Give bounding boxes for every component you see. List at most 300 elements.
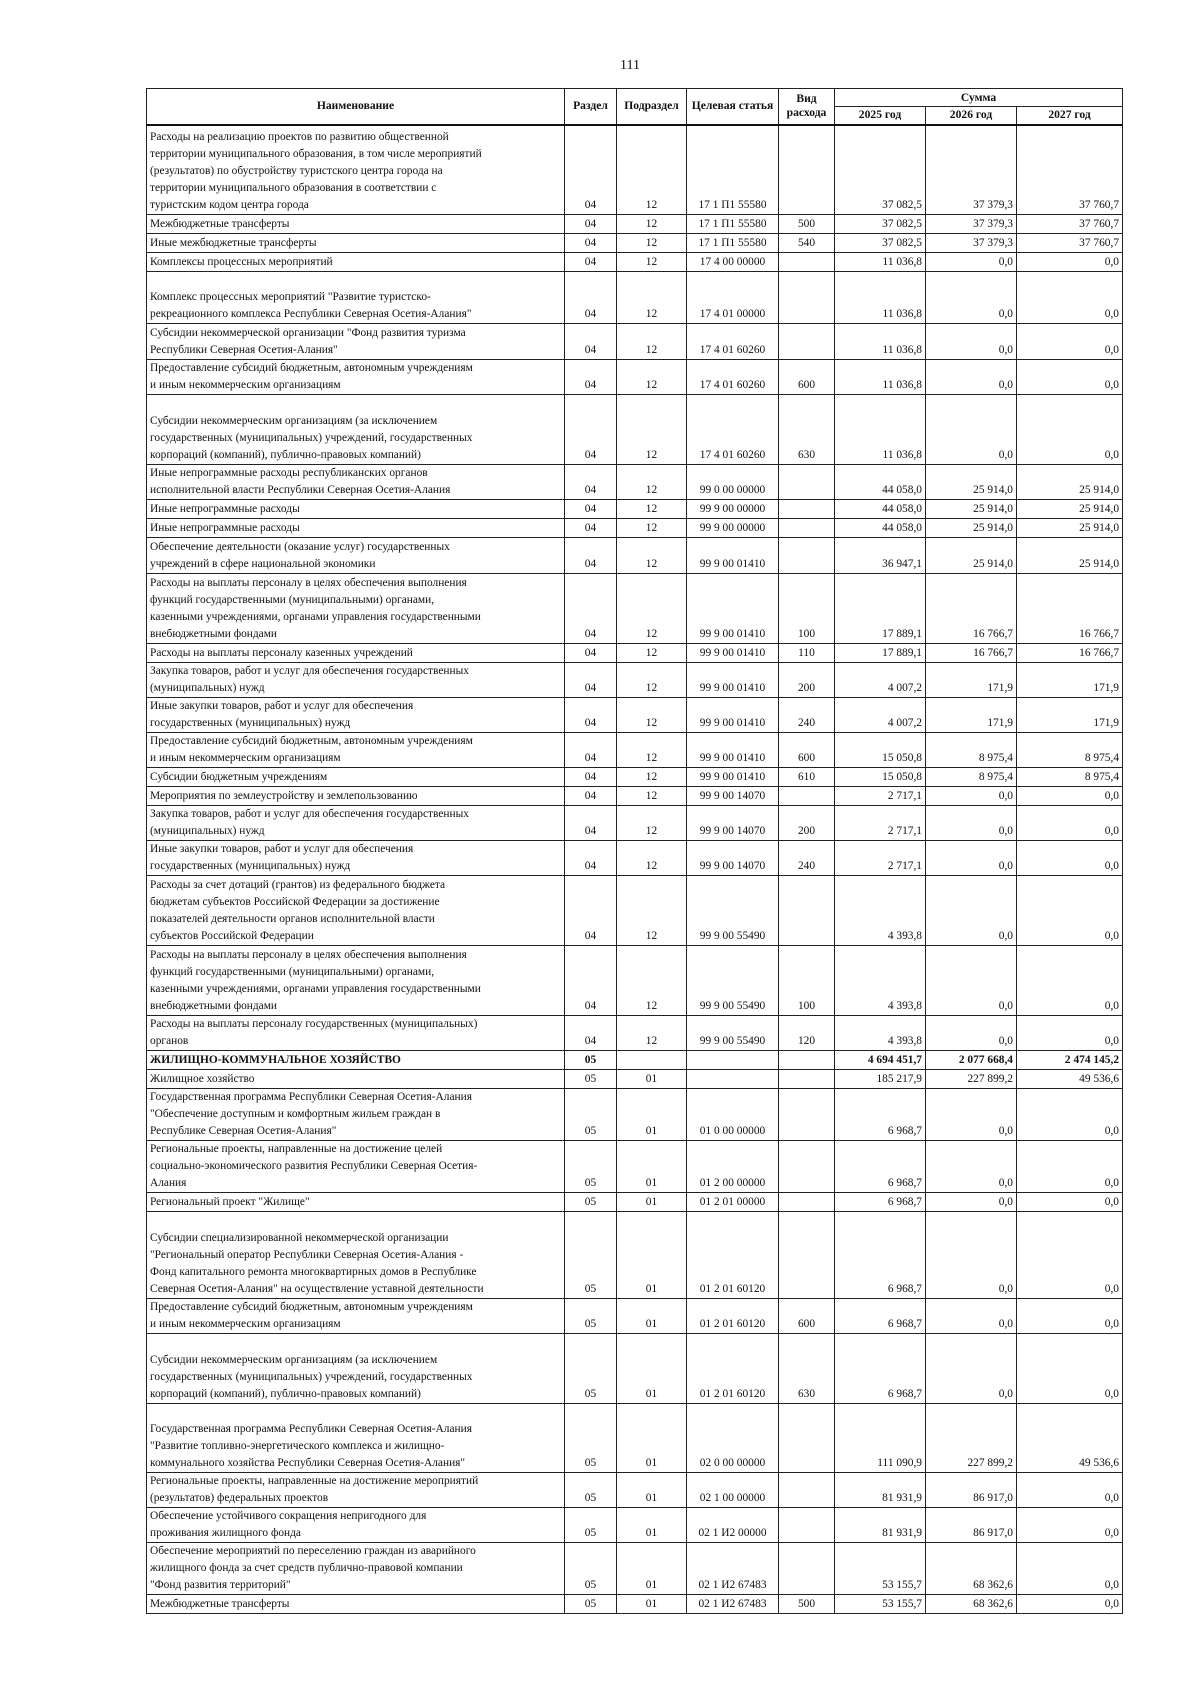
row-sum-2025: 111 090,9 [835, 1404, 926, 1473]
row-expense-type [779, 787, 835, 806]
row-subsection: 12 [617, 663, 687, 698]
row-sum-2027: 0,0 [1017, 272, 1123, 324]
table-row [147, 806, 1123, 841]
row-name: Расходы на выплаты персоналу в целях обеспечения выполнения функций государственными (муниципальными) органами, казенными учреждениями, органами управления государственными внебюджетными фондами [147, 946, 565, 1016]
row-name: Предоставление субсидий бюджетным, автономным учреждениям и иным некоммерческим организациям [147, 1299, 565, 1334]
table-row [147, 395, 1123, 465]
row-sum-2026: 0,0 [926, 1141, 1017, 1193]
row-name: Предоставление субсидий бюджетным, автономным учреждениям и иным некоммерческим организациям [147, 360, 565, 395]
row-target-article: 99 9 00 00000 [687, 500, 779, 519]
row-sum-2026: 0,0 [926, 253, 1017, 272]
row-name: Закупка товаров, работ и услуг для обеспечения государственных (муниципальных) нужд [147, 663, 565, 698]
row-section: 05 [565, 1212, 617, 1299]
row-name: Региональные проекты, направленные на достижение мероприятий (результатов) федеральных проектов [147, 1473, 565, 1508]
row-subsection: 12 [617, 1016, 687, 1051]
table-row [147, 1334, 1123, 1404]
row-sum-2027: 49 536,6 [1017, 1404, 1123, 1473]
row-section: 05 [565, 1089, 617, 1141]
row-sum-2025: 17 889,1 [835, 644, 926, 663]
row-sum-2027: 171,9 [1017, 663, 1123, 698]
table-header [147, 89, 1123, 125]
row-sum-2025: 6 968,7 [835, 1212, 926, 1299]
row-subsection: 01 [617, 1193, 687, 1212]
row-sum-2027: 25 914,0 [1017, 519, 1123, 538]
table-row [147, 733, 1123, 768]
row-subsection: 12 [617, 519, 687, 538]
row-name: Жилищное хозяйство [147, 1070, 565, 1089]
row-expense-type: 120 [779, 1016, 835, 1051]
row-target-article: 99 9 00 55490 [687, 946, 779, 1016]
table-row [147, 1212, 1123, 1299]
table-row [147, 253, 1123, 272]
row-expense-type [779, 876, 835, 946]
row-name: Расходы на выплаты персоналу государственных (муниципальных) органов [147, 1016, 565, 1051]
table-row [147, 125, 1123, 215]
header-year-2025: 2025 год [835, 107, 926, 125]
row-sum-2026: 8 975,4 [926, 768, 1017, 787]
row-name: Межбюджетные трансферты [147, 215, 565, 234]
table-row [147, 360, 1123, 395]
row-target-article: 99 9 00 14070 [687, 841, 779, 876]
row-sum-2027: 16 766,7 [1017, 644, 1123, 663]
table-row [147, 215, 1123, 234]
header-year-2027: 2027 год [1017, 107, 1123, 125]
row-sum-2027: 0,0 [1017, 1141, 1123, 1193]
row-target-article: 99 9 00 55490 [687, 1016, 779, 1051]
row-subsection: 12 [617, 500, 687, 519]
row-sum-2027: 37 760,7 [1017, 215, 1123, 234]
row-target-article: 99 9 00 01410 [687, 733, 779, 768]
row-subsection: 01 [617, 1334, 687, 1404]
row-section: 04 [565, 253, 617, 272]
table-row [147, 519, 1123, 538]
header-year-2026: 2026 год [926, 107, 1017, 125]
row-sum-2025: 11 036,8 [835, 360, 926, 395]
row-subsection: 01 [617, 1543, 687, 1595]
row-expense-type: 500 [779, 1595, 835, 1614]
row-sum-2025: 53 155,7 [835, 1595, 926, 1614]
row-sum-2025: 44 058,0 [835, 519, 926, 538]
row-sum-2026: 25 914,0 [926, 538, 1017, 574]
row-target-article: 99 9 00 01410 [687, 698, 779, 733]
row-section: 04 [565, 215, 617, 234]
row-sum-2025: 37 082,5 [835, 125, 926, 215]
row-sum-2025: 4 007,2 [835, 698, 926, 733]
row-sum-2026: 0,0 [926, 946, 1017, 1016]
table-row [147, 841, 1123, 876]
row-section: 04 [565, 519, 617, 538]
row-expense-type: 110 [779, 644, 835, 663]
row-sum-2025: 37 082,5 [835, 234, 926, 253]
row-sum-2025: 36 947,1 [835, 538, 926, 574]
row-section: 05 [565, 1543, 617, 1595]
row-expense-type [779, 500, 835, 519]
row-subsection: 01 [617, 1299, 687, 1334]
row-name: Комплекс процессных мероприятий "Развитие туристско- рекреационного комплекса Республики Северная Осетия-Алания" [147, 272, 565, 324]
row-expense-type: 630 [779, 1334, 835, 1404]
table-row [147, 324, 1123, 360]
row-section: 05 [565, 1595, 617, 1614]
row-sum-2027: 0,0 [1017, 1595, 1123, 1614]
row-section: 04 [565, 125, 617, 215]
row-expense-type [779, 519, 835, 538]
row-sum-2025: 44 058,0 [835, 465, 926, 500]
table-row [147, 663, 1123, 698]
row-section: 04 [565, 644, 617, 663]
row-subsection: 01 [617, 1473, 687, 1508]
row-section: 05 [565, 1051, 617, 1070]
table-row [147, 1299, 1123, 1334]
row-sum-2026: 37 379,3 [926, 234, 1017, 253]
row-name: Субсидии бюджетным учреждениям [147, 768, 565, 787]
row-sum-2027: 8 975,4 [1017, 768, 1123, 787]
row-expense-type [779, 1543, 835, 1595]
row-sum-2027: 25 914,0 [1017, 538, 1123, 574]
row-section: 05 [565, 1473, 617, 1508]
row-name: ЖИЛИЩНО-КОММУНАЛЬНОЕ ХОЗЯЙСТВО [147, 1051, 565, 1070]
row-sum-2025: 15 050,8 [835, 768, 926, 787]
row-target-article: 17 4 01 00000 [687, 272, 779, 324]
row-sum-2026: 25 914,0 [926, 500, 1017, 519]
row-target-article: 99 9 00 01410 [687, 644, 779, 663]
row-section: 04 [565, 806, 617, 841]
row-section: 04 [565, 360, 617, 395]
row-sum-2027: 0,0 [1017, 787, 1123, 806]
row-sum-2025: 6 968,7 [835, 1299, 926, 1334]
row-subsection: 12 [617, 787, 687, 806]
row-section: 05 [565, 1334, 617, 1404]
row-target-article: 01 2 00 00000 [687, 1141, 779, 1193]
row-name: Расходы на выплаты персоналу в целях обеспечения выполнения функций государственными (муниципальными) органами, казенными учреждениями, органами управления государственными внебюджетными фондами [147, 574, 565, 644]
row-expense-type: 540 [779, 234, 835, 253]
table-row [147, 272, 1123, 324]
row-subsection: 12 [617, 324, 687, 360]
row-subsection: 12 [617, 465, 687, 500]
row-expense-type [779, 1508, 835, 1543]
row-sum-2025: 44 058,0 [835, 500, 926, 519]
row-sum-2027: 0,0 [1017, 946, 1123, 1016]
row-sum-2026: 68 362,6 [926, 1543, 1017, 1595]
row-sum-2025: 11 036,8 [835, 324, 926, 360]
row-target-article: 01 2 01 60120 [687, 1299, 779, 1334]
row-sum-2027: 0,0 [1017, 1473, 1123, 1508]
row-name: Обеспечение деятельности (оказание услуг) государственных учреждений в сфере национальной экономики [147, 538, 565, 574]
row-sum-2025: 17 889,1 [835, 574, 926, 644]
row-subsection: 12 [617, 841, 687, 876]
row-sum-2027: 0,0 [1017, 1334, 1123, 1404]
row-sum-2026: 25 914,0 [926, 519, 1017, 538]
header-subsection: Подраздел [617, 89, 687, 125]
row-target-article: 17 4 01 60260 [687, 360, 779, 395]
table-row [147, 1508, 1123, 1543]
row-expense-type: 610 [779, 768, 835, 787]
row-name: Расходы на выплаты персоналу казенных учреждений [147, 644, 565, 663]
row-sum-2025: 11 036,8 [835, 272, 926, 324]
row-sum-2026: 0,0 [926, 1193, 1017, 1212]
row-subsection: 12 [617, 574, 687, 644]
row-subsection: 01 [617, 1141, 687, 1193]
row-subsection: 12 [617, 876, 687, 946]
row-target-article: 01 2 01 60120 [687, 1334, 779, 1404]
row-expense-type: 600 [779, 733, 835, 768]
row-sum-2027: 0,0 [1017, 253, 1123, 272]
header-name: Наименование [147, 89, 565, 125]
row-sum-2025: 4 007,2 [835, 663, 926, 698]
row-name: Мероприятия по землеустройству и землепользованию [147, 787, 565, 806]
row-sum-2025: 6 968,7 [835, 1334, 926, 1404]
row-expense-type [779, 253, 835, 272]
row-sum-2025: 4 694 451,7 [835, 1051, 926, 1070]
row-sum-2026: 0,0 [926, 806, 1017, 841]
row-target-article: 02 1 00 00000 [687, 1473, 779, 1508]
row-name: Предоставление субсидий бюджетным, автономным учреждениям и иным некоммерческим организациям [147, 733, 565, 768]
row-name: Расходы за счет дотаций (грантов) из федерального бюджета бюджетам субъектов Российской Федерации за достижение показателей деятельности органов исполнительной власти субъектов Российской Федерации [147, 876, 565, 946]
header-sum: Сумма [835, 89, 1123, 107]
row-sum-2027: 8 975,4 [1017, 733, 1123, 768]
row-expense-type: 100 [779, 574, 835, 644]
row-section: 04 [565, 946, 617, 1016]
row-sum-2027: 0,0 [1017, 395, 1123, 465]
row-subsection: 12 [617, 644, 687, 663]
row-sum-2026: 37 379,3 [926, 215, 1017, 234]
row-sum-2027: 0,0 [1017, 1543, 1123, 1595]
row-section: 04 [565, 324, 617, 360]
row-sum-2027: 37 760,7 [1017, 234, 1123, 253]
row-name: Государственная программа Республики Северная Осетия-Алания "Развитие топливно-энергетического комплекса и жилищно- коммунального хозяйства Республики Северная Осетия-Алания" [147, 1404, 565, 1473]
row-subsection: 12 [617, 946, 687, 1016]
row-sum-2027: 0,0 [1017, 806, 1123, 841]
row-sum-2027: 0,0 [1017, 1016, 1123, 1051]
row-expense-type: 500 [779, 215, 835, 234]
row-expense-type [779, 465, 835, 500]
table-row [147, 500, 1123, 519]
row-subsection: 12 [617, 395, 687, 465]
row-expense-type [779, 1051, 835, 1070]
row-sum-2026: 0,0 [926, 1212, 1017, 1299]
row-sum-2027: 25 914,0 [1017, 500, 1123, 519]
table-row [147, 876, 1123, 946]
row-sum-2025: 2 717,1 [835, 787, 926, 806]
row-sum-2026: 0,0 [926, 876, 1017, 946]
row-section: 04 [565, 465, 617, 500]
row-expense-type: 200 [779, 806, 835, 841]
row-target-article: 02 1 И2 67483 [687, 1595, 779, 1614]
row-target-article: 17 1 П1 55580 [687, 234, 779, 253]
row-sum-2027: 171,9 [1017, 698, 1123, 733]
row-sum-2027: 2 474 145,2 [1017, 1051, 1123, 1070]
table-row [147, 1089, 1123, 1141]
row-sum-2026: 0,0 [926, 360, 1017, 395]
row-name: Иные непрограммные расходы республиканских органов исполнительной власти Республики Северная Осетия-Алания [147, 465, 565, 500]
row-section: 04 [565, 500, 617, 519]
row-sum-2026: 0,0 [926, 324, 1017, 360]
row-sum-2027: 0,0 [1017, 1193, 1123, 1212]
row-subsection: 01 [617, 1404, 687, 1473]
row-sum-2025: 2 717,1 [835, 841, 926, 876]
row-sum-2027: 0,0 [1017, 1299, 1123, 1334]
row-name: Обеспечение устойчивого сокращения непригодного для проживания жилищного фонда [147, 1508, 565, 1543]
row-target-article: 99 0 00 00000 [687, 465, 779, 500]
row-target-article: 17 4 01 60260 [687, 395, 779, 465]
row-target-article: 01 2 01 60120 [687, 1212, 779, 1299]
row-section: 04 [565, 663, 617, 698]
row-sum-2026: 86 917,0 [926, 1508, 1017, 1543]
row-expense-type [779, 1212, 835, 1299]
row-sum-2025: 37 082,5 [835, 215, 926, 234]
row-sum-2025: 15 050,8 [835, 733, 926, 768]
row-sum-2026: 227 899,2 [926, 1070, 1017, 1089]
row-target-article: 02 0 00 00000 [687, 1404, 779, 1473]
row-target-article: 01 2 01 00000 [687, 1193, 779, 1212]
row-subsection: 12 [617, 215, 687, 234]
row-sum-2026: 0,0 [926, 272, 1017, 324]
table-row [147, 787, 1123, 806]
row-section: 04 [565, 395, 617, 465]
row-section: 04 [565, 1016, 617, 1051]
table-row [147, 1595, 1123, 1614]
row-section: 05 [565, 1299, 617, 1334]
row-sum-2025: 81 931,9 [835, 1473, 926, 1508]
row-subsection: 12 [617, 360, 687, 395]
table-row [147, 1016, 1123, 1051]
row-sum-2027: 0,0 [1017, 324, 1123, 360]
row-expense-type: 600 [779, 1299, 835, 1334]
row-section: 04 [565, 538, 617, 574]
row-target-article: 17 1 П1 55580 [687, 215, 779, 234]
row-sum-2026: 0,0 [926, 1089, 1017, 1141]
row-name: Иные непрограммные расходы [147, 519, 565, 538]
table-body [147, 125, 1123, 1614]
row-name: Субсидии специализированной некоммерческой организации "Региональный оператор Республики Северная Осетия-Алания - Фонд капитального ремонта многоквартирных домов в Республике Северная Осетия-Алания" на осуществление уставной деятельности [147, 1212, 565, 1299]
row-sum-2025: 2 717,1 [835, 806, 926, 841]
row-sum-2026: 227 899,2 [926, 1404, 1017, 1473]
row-target-article: 17 1 П1 55580 [687, 125, 779, 215]
row-sum-2027: 0,0 [1017, 1212, 1123, 1299]
row-target-article [687, 1070, 779, 1089]
row-sum-2026: 8 975,4 [926, 733, 1017, 768]
row-section: 05 [565, 1141, 617, 1193]
row-sum-2025: 11 036,8 [835, 395, 926, 465]
row-sum-2025: 6 968,7 [835, 1193, 926, 1212]
row-section: 05 [565, 1193, 617, 1212]
row-target-article: 99 9 00 01410 [687, 768, 779, 787]
header-target-article: Целевая статья [687, 89, 779, 125]
header-section: Раздел [565, 89, 617, 125]
row-target-article: 02 1 И2 00000 [687, 1508, 779, 1543]
row-sum-2026: 68 362,6 [926, 1595, 1017, 1614]
row-sum-2027: 0,0 [1017, 841, 1123, 876]
row-subsection: 12 [617, 733, 687, 768]
row-subsection: 12 [617, 234, 687, 253]
row-target-article: 02 1 И2 67483 [687, 1543, 779, 1595]
row-subsection [617, 1051, 687, 1070]
table-row [147, 1141, 1123, 1193]
row-section: 04 [565, 272, 617, 324]
row-subsection: 01 [617, 1212, 687, 1299]
row-expense-type [779, 272, 835, 324]
row-sum-2026: 25 914,0 [926, 465, 1017, 500]
row-subsection: 12 [617, 806, 687, 841]
row-subsection: 12 [617, 538, 687, 574]
table-row [147, 1473, 1123, 1508]
row-target-article: 01 0 00 00000 [687, 1089, 779, 1141]
table-row [147, 1193, 1123, 1212]
row-sum-2026: 16 766,7 [926, 574, 1017, 644]
row-target-article: 99 9 00 01410 [687, 663, 779, 698]
row-section: 04 [565, 234, 617, 253]
row-target-article: 17 4 01 60260 [687, 324, 779, 360]
row-sum-2026: 0,0 [926, 787, 1017, 806]
row-subsection: 12 [617, 768, 687, 787]
row-expense-type [779, 1089, 835, 1141]
row-section: 05 [565, 1508, 617, 1543]
row-sum-2027: 37 760,7 [1017, 125, 1123, 215]
row-name: Иные закупки товаров, работ и услуг для обеспечения государственных (муниципальных) нужд [147, 841, 565, 876]
row-subsection: 01 [617, 1595, 687, 1614]
table-row [147, 946, 1123, 1016]
row-sum-2025: 185 217,9 [835, 1070, 926, 1089]
row-expense-type: 600 [779, 360, 835, 395]
row-sum-2025: 6 968,7 [835, 1141, 926, 1193]
row-target-article: 17 4 00 00000 [687, 253, 779, 272]
table-row [147, 538, 1123, 574]
row-target-article: 99 9 00 01410 [687, 574, 779, 644]
table-row [147, 644, 1123, 663]
row-section: 04 [565, 768, 617, 787]
row-sum-2027: 49 536,6 [1017, 1070, 1123, 1089]
row-sum-2025: 6 968,7 [835, 1089, 926, 1141]
row-section: 04 [565, 841, 617, 876]
row-expense-type [779, 1141, 835, 1193]
row-name: Иные межбюджетные трансферты [147, 234, 565, 253]
row-sum-2027: 0,0 [1017, 1089, 1123, 1141]
row-expense-type: 240 [779, 841, 835, 876]
row-target-article [687, 1051, 779, 1070]
row-sum-2026: 0,0 [926, 1334, 1017, 1404]
row-sum-2026: 86 917,0 [926, 1473, 1017, 1508]
row-section: 04 [565, 698, 617, 733]
row-sum-2025: 4 393,8 [835, 876, 926, 946]
row-name: Региональный проект "Жилище" [147, 1193, 565, 1212]
row-target-article: 99 9 00 14070 [687, 806, 779, 841]
row-sum-2026: 0,0 [926, 1016, 1017, 1051]
table-row [147, 1543, 1123, 1595]
row-name: Субсидии некоммерческим организациям (за исключением государственных (муниципальных) учреждений, государственных корпораций (компаний), публично-правовых компаний) [147, 1334, 565, 1404]
row-name: Государственная программа Республики Северная Осетия-Алания "Обеспечение доступным и комфортным жильем граждан в Республике Северная Осетия-Алания" [147, 1089, 565, 1141]
row-name: Субсидии некоммерческим организациям (за исключением государственных (муниципальных) учреждений, государственных корпораций (компаний), публично-правовых компаний) [147, 395, 565, 465]
row-expense-type [779, 1473, 835, 1508]
row-sum-2026: 0,0 [926, 1299, 1017, 1334]
header-expense-type: Вид расхода [779, 89, 835, 125]
row-expense-type: 630 [779, 395, 835, 465]
row-name: Межбюджетные трансферты [147, 1595, 565, 1614]
table-row [147, 465, 1123, 500]
row-expense-type [779, 324, 835, 360]
row-subsection: 01 [617, 1508, 687, 1543]
row-sum-2026: 171,9 [926, 663, 1017, 698]
row-sum-2026: 0,0 [926, 841, 1017, 876]
page-number: 111 [620, 58, 640, 73]
row-subsection: 01 [617, 1089, 687, 1141]
row-name: Субсидии некоммерческой организации "Фонд развития туризма Республики Северная Осетия-Алания" [147, 324, 565, 360]
table-row [147, 768, 1123, 787]
row-subsection: 12 [617, 698, 687, 733]
row-name: Иные закупки товаров, работ и услуг для обеспечения государственных (муниципальных) нужд [147, 698, 565, 733]
row-sum-2027: 16 766,7 [1017, 574, 1123, 644]
row-name: Обеспечение мероприятий по переселению граждан из аварийного жилищного фонда за счет средств публично-правовой компании "Фонд развития территорий" [147, 1543, 565, 1595]
row-section: 04 [565, 787, 617, 806]
row-name: Иные непрограммные расходы [147, 500, 565, 519]
